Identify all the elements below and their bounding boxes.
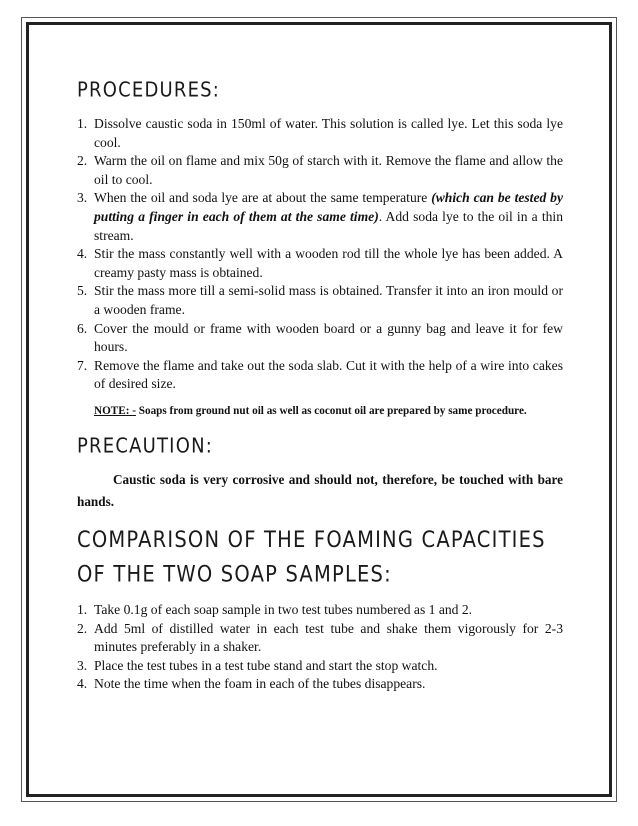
step-number: 2. [77,620,88,636]
step-text: Remove the flame and take out the soda slab. Cut it with the help of a wire into cakes of desired size. [94,357,563,392]
step-number: 5. [77,283,88,299]
step-text: Cover the mould or frame with wooden board or a gunny bag and leave it for few hours. [94,320,563,355]
step-number: 3. [77,190,88,206]
comparison-heading [77,523,563,592]
procedure-step [77,115,563,152]
procedures-heading: PROCEDURES: [77,78,221,103]
procedure-step [77,357,563,394]
step-text: Add 5ml of distilled water in each test tube and shake them vigorously for 2-3 minutes preferably in a shaker. [94,620,563,655]
step-number: 2. [77,153,88,169]
step-number: 4. [77,676,88,692]
procedures-list [77,115,563,394]
precaution-text: Caustic soda is very corrosive and should not, therefore, be touched with bare hands. [77,471,563,509]
step-text: Dissolve caustic soda in 150ml of water. This solution is called lye. Let this soda lye cool. [94,116,563,150]
precaution-heading: PRECAUTION: [77,433,213,459]
comparison-step [77,675,563,694]
step-text: Warm the oil on flame and mix 50g of starch with it. Remove the flame and allow the oil to cool. [94,153,563,187]
step-text: Stir the mass constantly well with a wooden rod till the whole lye has been added. A creamy pasty mass is obtained. [94,246,563,280]
step-number: 1. [77,601,88,617]
step-text: Stir the mass more till a semi-solid mass is obtained. Transfer it into an iron mould or a wooden frame. [94,283,563,317]
procedure-step [77,282,563,319]
procedure-step [77,245,563,282]
step-number: 3. [77,657,88,673]
document-body [77,78,563,694]
step-text-emphasis: (which can be tested by putting a finger in each of them at the same time) [94,190,563,224]
comparison-step [77,601,563,620]
step-number: 4. [77,246,88,262]
step-text: Take 0.1g of each soap sample in two test tubes numbered as 1 and 2. [94,601,473,617]
step-text: Note the time when the foam in each of the tubes disappears. [94,676,426,692]
comparison-heading-line2: OF THE TWO SOAP SAMPLES: [77,560,392,588]
procedure-note [94,402,563,420]
comparison-step [77,620,563,657]
procedure-step [77,320,563,357]
step-text: When the oil and soda lye are at about the same temperature [94,190,432,206]
step-number: 6. [77,320,88,336]
note-label: NOTE: - [94,404,136,417]
step-text: Place the test tubes in a test tube stand and start the stop watch. [94,657,438,673]
comparison-heading-line1: COMPARISON OF THE FOAMING CAPACITIES [77,526,546,553]
note-text: Soaps from ground nut oil as well as coconut oil are prepared by same procedure. [135,404,527,417]
procedure-step [77,189,563,245]
procedure-step [77,152,563,189]
step-number: 1. [77,116,88,131]
step-text: . Add soda lye to the oil in a thin stream. [94,208,563,243]
comparison-list [77,601,563,694]
comparison-step [77,657,563,676]
step-number: 7. [77,357,88,373]
